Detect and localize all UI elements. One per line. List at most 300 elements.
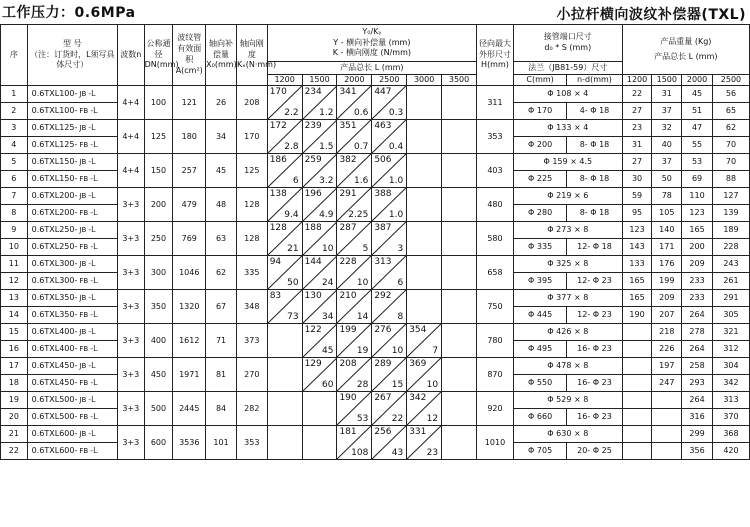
connection-type: FB bbox=[79, 379, 89, 388]
lateral-stiffness: 3.2 bbox=[319, 175, 334, 186]
pipe-size: Φ 273 × 8 bbox=[513, 222, 622, 239]
row-model bbox=[27, 222, 117, 239]
weight-cell: 53 bbox=[682, 154, 713, 171]
model-name: 0.6TXL500- bbox=[31, 412, 78, 422]
axial-stiffness: 270 bbox=[236, 358, 267, 392]
axial-stiffness: 373 bbox=[236, 324, 267, 358]
table-row bbox=[1, 324, 750, 341]
table-row bbox=[1, 358, 750, 375]
row-seq: 2 bbox=[1, 103, 28, 120]
flange-nd: 12- Φ 18 bbox=[567, 239, 622, 256]
lateral-cell bbox=[302, 358, 337, 392]
lateral-header bbox=[267, 25, 476, 62]
weight-cell: 228 bbox=[712, 239, 749, 256]
lateral-cell bbox=[302, 86, 337, 120]
weight-cell: 165 bbox=[682, 222, 713, 239]
effective-area: 1612 bbox=[173, 324, 206, 358]
axial-stiffness: 208 bbox=[236, 86, 267, 120]
lateral-compensation: 292 bbox=[374, 291, 392, 301]
lateral-compensation: 331 bbox=[409, 427, 427, 437]
effective-area: 2445 bbox=[173, 392, 206, 426]
row-seq: 1 bbox=[1, 86, 28, 103]
connection-type: FB bbox=[79, 447, 89, 456]
flange-nd-header: n-d(mm) bbox=[567, 75, 622, 86]
row-model bbox=[27, 307, 117, 324]
pipe-size: Φ 529 × 8 bbox=[513, 392, 622, 409]
lateral-compensation: 94 bbox=[269, 257, 282, 267]
lateral-stiffness: 0.6 bbox=[354, 107, 369, 118]
axial-compensation: 34 bbox=[206, 120, 237, 154]
lateral-stiffness: 7 bbox=[432, 345, 439, 356]
weight-header-title: 产品重量 (Kg) bbox=[660, 36, 712, 46]
lateral-cell bbox=[407, 120, 442, 154]
flange-c: Φ 225 bbox=[513, 171, 566, 188]
lateral-compensation: 388 bbox=[374, 189, 392, 199]
length-placeholder: -L bbox=[88, 191, 96, 201]
lateral-compensation: 382 bbox=[339, 155, 357, 165]
table-row bbox=[1, 86, 750, 103]
pipe-size: Φ 219 × 6 bbox=[513, 188, 622, 205]
lateral-compensation: 387 bbox=[374, 223, 392, 233]
weight-cell: 30 bbox=[622, 171, 652, 188]
weight-1500: 1500 bbox=[652, 75, 682, 86]
lateral-compensation: 342 bbox=[409, 393, 427, 403]
wave-count: 3+3 bbox=[117, 392, 144, 426]
table-row bbox=[1, 426, 750, 443]
length-placeholder: -L bbox=[88, 259, 96, 269]
table-row bbox=[1, 290, 750, 307]
weight-cell: 70 bbox=[712, 137, 749, 154]
lateral-compensation: 287 bbox=[339, 223, 357, 233]
model-header bbox=[27, 25, 117, 86]
row-model bbox=[27, 290, 117, 307]
lateral-stiffness: 19 bbox=[356, 345, 369, 356]
pipe-size: Φ 108 × 4 bbox=[513, 86, 622, 103]
weight-cell: 27 bbox=[622, 103, 652, 120]
lateral-cell bbox=[407, 426, 442, 460]
table-row bbox=[1, 222, 750, 239]
table-row bbox=[1, 392, 750, 409]
length-placeholder: -L bbox=[90, 242, 98, 252]
model-name: 0.6TXL400- bbox=[31, 344, 78, 354]
lateral-cell bbox=[407, 188, 442, 222]
lateral-stiffness: 6 bbox=[397, 277, 404, 288]
model-name: 0.6TXL350- bbox=[31, 293, 78, 303]
row-seq: 4 bbox=[1, 137, 28, 154]
weight-cell: 218 bbox=[652, 324, 682, 341]
lateral-cell bbox=[302, 426, 337, 460]
lateral-stiffness: 12 bbox=[426, 413, 439, 424]
lateral-cell bbox=[372, 188, 407, 222]
flange-nd: 12- Φ 23 bbox=[567, 273, 622, 290]
lateral-stiffness: 10 bbox=[356, 277, 369, 288]
max-outer-size: 870 bbox=[477, 358, 514, 392]
model-name: 0.6TXL125- bbox=[31, 123, 78, 133]
lateral-stiffness: 15 bbox=[391, 379, 404, 390]
weight-cell: 37 bbox=[652, 103, 682, 120]
connection-type: JB bbox=[79, 362, 87, 371]
lateral-cell bbox=[442, 256, 477, 290]
max-outer-size: 658 bbox=[477, 256, 514, 290]
lateral-compensation: 190 bbox=[339, 393, 357, 403]
lateral-cell bbox=[372, 154, 407, 188]
waves-header: 波数n bbox=[117, 25, 144, 86]
weight-cell: 65 bbox=[712, 103, 749, 120]
lateral-cell bbox=[372, 324, 407, 358]
pipe-header-title: 接管端口尺寸 bbox=[543, 32, 592, 42]
axial-stiffness: 335 bbox=[236, 256, 267, 290]
lateral-stiffness: 21 bbox=[287, 243, 299, 254]
lateral-cell bbox=[442, 222, 477, 256]
nominal-diameter: 450 bbox=[144, 358, 173, 392]
flange-c: Φ 280 bbox=[513, 205, 566, 222]
lateral-compensation: 267 bbox=[374, 393, 392, 403]
lateral-cell bbox=[337, 154, 372, 188]
row-model bbox=[27, 375, 117, 392]
weight-header bbox=[622, 25, 749, 75]
lateral-cell bbox=[372, 120, 407, 154]
lateral-stiffness: 28 bbox=[356, 379, 369, 390]
lateral-stiffness: 1.6 bbox=[354, 175, 369, 186]
lateral-stiffness: 1.0 bbox=[388, 209, 404, 220]
model-name: 0.6TXL100- bbox=[31, 106, 78, 116]
axial-stiffness: 125 bbox=[236, 154, 267, 188]
lateral-cell bbox=[267, 358, 302, 392]
pipe-size: Φ 478 × 8 bbox=[513, 358, 622, 375]
connection-type: JB bbox=[79, 294, 87, 303]
lateral-stiffness: 53 bbox=[356, 413, 369, 424]
lateral-cell bbox=[407, 358, 442, 392]
lateral-compensation: 130 bbox=[304, 291, 322, 301]
flange-c: Φ 395 bbox=[513, 273, 566, 290]
model-header-note: （注：订货时，L须写具体尺寸） bbox=[30, 49, 115, 70]
lateral-stiffness: 10 bbox=[391, 345, 404, 356]
row-seq: 15 bbox=[1, 324, 28, 341]
lateral-compensation: 172 bbox=[269, 121, 287, 131]
model-name: 0.6TXL450- bbox=[31, 361, 78, 371]
lateral-compensation: 170 bbox=[269, 87, 287, 97]
weight-cell: 243 bbox=[712, 256, 749, 273]
model-name: 0.6TXL350- bbox=[31, 310, 78, 320]
nominal-diameter: 200 bbox=[144, 188, 173, 222]
axial-compensation: 63 bbox=[206, 222, 237, 256]
weight-header-sub: 产品总长 L (mm) bbox=[654, 51, 718, 61]
row-seq: 19 bbox=[1, 392, 28, 409]
table-row bbox=[1, 256, 750, 273]
model-name: 0.6TXL150- bbox=[31, 174, 78, 184]
row-seq: 11 bbox=[1, 256, 28, 273]
lateral-compensation: 256 bbox=[374, 427, 392, 437]
lateral-cell bbox=[302, 290, 337, 324]
effective-area: 3536 bbox=[173, 426, 206, 460]
stiffness-header: 轴向刚度Kₓ(N·mm) bbox=[236, 25, 267, 86]
length-placeholder: -L bbox=[88, 123, 96, 133]
weight-cell: 27 bbox=[622, 154, 652, 171]
length-placeholder: -L bbox=[90, 412, 98, 422]
lateral-cell bbox=[267, 256, 302, 290]
wave-count: 4+4 bbox=[117, 154, 144, 188]
pipe-size: Φ 325 × 8 bbox=[513, 256, 622, 273]
lateral-compensation: 234 bbox=[304, 87, 322, 97]
weight-cell: 299 bbox=[682, 426, 713, 443]
length-2000: 2000 bbox=[337, 75, 372, 86]
nominal-diameter: 150 bbox=[144, 154, 173, 188]
weight-cell: 110 bbox=[682, 188, 713, 205]
connection-type: JB bbox=[79, 328, 87, 337]
lateral-cell bbox=[442, 324, 477, 358]
weight-cell: 88 bbox=[712, 171, 749, 188]
flange-nd: 4- Φ 18 bbox=[567, 103, 622, 120]
lateral-cell bbox=[302, 120, 337, 154]
weight-cell bbox=[622, 375, 652, 392]
weight-cell: 247 bbox=[652, 375, 682, 392]
flange-nd: 16- Φ 23 bbox=[567, 375, 622, 392]
pipe-header-sub: d₀ * S (mm) bbox=[544, 43, 592, 52]
flange-c: Φ 335 bbox=[513, 239, 566, 256]
lateral-stiffness: 24 bbox=[322, 277, 334, 288]
axial-stiffness: 282 bbox=[236, 392, 267, 426]
row-model bbox=[27, 256, 117, 273]
axial-stiffness: 348 bbox=[236, 290, 267, 324]
row-seq: 18 bbox=[1, 375, 28, 392]
weight-cell: 51 bbox=[682, 103, 713, 120]
nominal-diameter: 500 bbox=[144, 392, 173, 426]
lateral-stiffness: 10 bbox=[322, 243, 334, 254]
lateral-compensation: 129 bbox=[304, 359, 322, 369]
weight-cell bbox=[622, 409, 652, 426]
weight-cell: 209 bbox=[652, 290, 682, 307]
length-placeholder: -L bbox=[88, 395, 96, 405]
flange-c-header: C(mm) bbox=[513, 75, 566, 86]
length-placeholder: -L bbox=[88, 361, 96, 371]
area-header: 波纹管有效面积 A(cm²) bbox=[173, 25, 206, 86]
lateral-cell bbox=[302, 222, 337, 256]
effective-area: 257 bbox=[173, 154, 206, 188]
flange-c: Φ 200 bbox=[513, 137, 566, 154]
weight-cell: 70 bbox=[712, 154, 749, 171]
wave-count: 3+3 bbox=[117, 426, 144, 460]
row-seq: 12 bbox=[1, 273, 28, 290]
lateral-stiffness: 9.4 bbox=[284, 209, 299, 220]
wave-count: 3+3 bbox=[117, 324, 144, 358]
weight-cell: 304 bbox=[712, 358, 749, 375]
flange-nd: 12- Φ 23 bbox=[567, 307, 622, 324]
weight-cell: 59 bbox=[622, 188, 652, 205]
weight-cell: 200 bbox=[682, 239, 713, 256]
length-1200: 1200 bbox=[267, 75, 302, 86]
model-name: 0.6TXL200- bbox=[31, 191, 78, 201]
weight-cell: 143 bbox=[622, 239, 652, 256]
max-outer-size: 750 bbox=[477, 290, 514, 324]
axial-header: 轴向补偿量X₀(mm) bbox=[206, 25, 237, 86]
weight-cell bbox=[622, 426, 652, 443]
model-name: 0.6TXL450- bbox=[31, 378, 78, 388]
weight-1200: 1200 bbox=[622, 75, 652, 86]
lateral-cell bbox=[337, 324, 372, 358]
flange-c: Φ 705 bbox=[513, 443, 566, 460]
connection-type: FB bbox=[79, 141, 89, 150]
axial-compensation: 26 bbox=[206, 86, 237, 120]
connection-type: JB bbox=[79, 430, 87, 439]
lateral-cell bbox=[372, 222, 407, 256]
weight-cell: 40 bbox=[652, 137, 682, 154]
weight-cell: 278 bbox=[682, 324, 713, 341]
row-seq: 21 bbox=[1, 426, 28, 443]
lateral-cell bbox=[407, 290, 442, 324]
lateral-stiffness: 73 bbox=[287, 311, 299, 322]
effective-area: 180 bbox=[173, 120, 206, 154]
flange-nd: 16- Φ 23 bbox=[567, 341, 622, 358]
wave-count: 3+3 bbox=[117, 256, 144, 290]
max-outer-size: 920 bbox=[477, 392, 514, 426]
weight-cell: 197 bbox=[652, 358, 682, 375]
axial-compensation: 45 bbox=[206, 154, 237, 188]
lateral-cell bbox=[442, 188, 477, 222]
pipe-size: Φ 630 × 8 bbox=[513, 426, 622, 443]
max-outer-size: 311 bbox=[477, 86, 514, 120]
lateral-cell bbox=[407, 222, 442, 256]
weight-cell: 342 bbox=[712, 375, 749, 392]
row-model bbox=[27, 171, 117, 188]
dn-header: 公称通径DN(mm) bbox=[144, 25, 173, 86]
lateral-stiffness: 45 bbox=[322, 345, 334, 356]
lateral-header-title: Y₀/Kᵧ bbox=[362, 26, 382, 36]
effective-area: 479 bbox=[173, 188, 206, 222]
lateral-cell bbox=[337, 392, 372, 426]
lateral-compensation: 506 bbox=[374, 155, 392, 165]
axial-stiffness: 128 bbox=[236, 222, 267, 256]
lateral-stiffness: 14 bbox=[356, 311, 369, 322]
lateral-compensation: 181 bbox=[339, 427, 357, 437]
weight-cell: 139 bbox=[712, 205, 749, 222]
table-row bbox=[1, 188, 750, 205]
flange-header: 法兰（JB81-59）尺寸 bbox=[513, 62, 622, 75]
lateral-compensation: 210 bbox=[339, 291, 357, 301]
weight-cell: 370 bbox=[712, 409, 749, 426]
flange-nd: 8- Φ 18 bbox=[567, 205, 622, 222]
weight-cell: 261 bbox=[712, 273, 749, 290]
lateral-cell bbox=[337, 120, 372, 154]
weight-cell: 321 bbox=[712, 324, 749, 341]
lateral-compensation: 341 bbox=[339, 87, 357, 97]
flange-nd: 8- Φ 18 bbox=[567, 171, 622, 188]
lateral-cell bbox=[407, 86, 442, 120]
table-title: 小拉杆横向波纹补偿器(TXL) bbox=[556, 7, 746, 23]
weight-cell bbox=[652, 426, 682, 443]
wave-count: 3+3 bbox=[117, 222, 144, 256]
pipe-size: Φ 377 × 8 bbox=[513, 290, 622, 307]
wave-count: 3+3 bbox=[117, 290, 144, 324]
connection-type: JB bbox=[79, 396, 87, 405]
lateral-compensation: 239 bbox=[304, 121, 322, 131]
lateral-stiffness: 4.9 bbox=[319, 209, 334, 220]
weight-cell: 356 bbox=[682, 443, 713, 460]
lateral-cell bbox=[267, 120, 302, 154]
model-name: 0.6TXL300- bbox=[31, 276, 78, 286]
weight-cell: 316 bbox=[682, 409, 713, 426]
weight-cell: 31 bbox=[622, 137, 652, 154]
weight-cell: 233 bbox=[682, 290, 713, 307]
lateral-cell bbox=[372, 358, 407, 392]
weight-cell: 207 bbox=[652, 307, 682, 324]
model-name: 0.6TXL250- bbox=[31, 225, 78, 235]
row-seq: 9 bbox=[1, 222, 28, 239]
row-model bbox=[27, 443, 117, 460]
weight-cell: 123 bbox=[622, 222, 652, 239]
lateral-stiffness: 23 bbox=[426, 447, 439, 458]
lateral-cell bbox=[267, 290, 302, 324]
lateral-compensation: 188 bbox=[304, 223, 322, 233]
lateral-cell bbox=[407, 154, 442, 188]
model-name: 0.6TXL100- bbox=[31, 89, 78, 99]
effective-area: 1046 bbox=[173, 256, 206, 290]
weight-cell: 47 bbox=[682, 120, 713, 137]
lateral-cell bbox=[442, 120, 477, 154]
row-model bbox=[27, 154, 117, 171]
flange-nd: 16- Φ 23 bbox=[567, 409, 622, 426]
length-placeholder: -L bbox=[90, 140, 98, 150]
lateral-stiffness: 8 bbox=[397, 311, 404, 322]
model-name: 0.6TXL400- bbox=[31, 327, 78, 337]
length-placeholder: -L bbox=[90, 378, 98, 388]
weight-cell: 176 bbox=[652, 256, 682, 273]
length-3000: 3000 bbox=[407, 75, 442, 86]
nominal-diameter: 300 bbox=[144, 256, 173, 290]
length-placeholder: -L bbox=[90, 310, 98, 320]
lateral-stiffness: 5 bbox=[362, 243, 369, 254]
row-seq: 3 bbox=[1, 120, 28, 137]
axial-compensation: 81 bbox=[206, 358, 237, 392]
connection-type: FB bbox=[79, 209, 89, 218]
row-model bbox=[27, 103, 117, 120]
weight-cell: 368 bbox=[712, 426, 749, 443]
weight-cell: 23 bbox=[622, 120, 652, 137]
model-name: 0.6TXL250- bbox=[31, 242, 78, 252]
lateral-compensation: 447 bbox=[374, 87, 392, 97]
length-placeholder: -L bbox=[90, 106, 98, 116]
row-model bbox=[27, 86, 117, 103]
lateral-compensation: 291 bbox=[339, 189, 357, 199]
wave-count: 3+3 bbox=[117, 188, 144, 222]
nominal-diameter: 350 bbox=[144, 290, 173, 324]
pipe-header bbox=[513, 25, 622, 62]
lateral-compensation: 313 bbox=[374, 257, 392, 267]
weight-cell: 62 bbox=[712, 120, 749, 137]
row-model bbox=[27, 358, 117, 375]
row-seq: 5 bbox=[1, 154, 28, 171]
axial-stiffness: 128 bbox=[236, 188, 267, 222]
lateral-cell bbox=[302, 188, 337, 222]
lateral-compensation: 351 bbox=[339, 121, 357, 131]
connection-type: JB bbox=[79, 226, 87, 235]
lateral-stiffness: 0.3 bbox=[388, 107, 404, 118]
length-placeholder: -L bbox=[90, 174, 98, 184]
lateral-cell bbox=[372, 86, 407, 120]
weight-cell: 313 bbox=[712, 392, 749, 409]
lateral-cell bbox=[442, 392, 477, 426]
axial-compensation: 62 bbox=[206, 256, 237, 290]
table-row bbox=[1, 120, 750, 137]
weight-cell bbox=[622, 358, 652, 375]
connection-type: FB bbox=[79, 311, 89, 320]
lateral-cell bbox=[267, 86, 302, 120]
lateral-cell bbox=[337, 358, 372, 392]
row-model bbox=[27, 137, 117, 154]
lateral-compensation: 83 bbox=[269, 291, 282, 301]
lateral-cell bbox=[267, 324, 302, 358]
lateral-cell bbox=[302, 324, 337, 358]
lateral-cell bbox=[442, 154, 477, 188]
